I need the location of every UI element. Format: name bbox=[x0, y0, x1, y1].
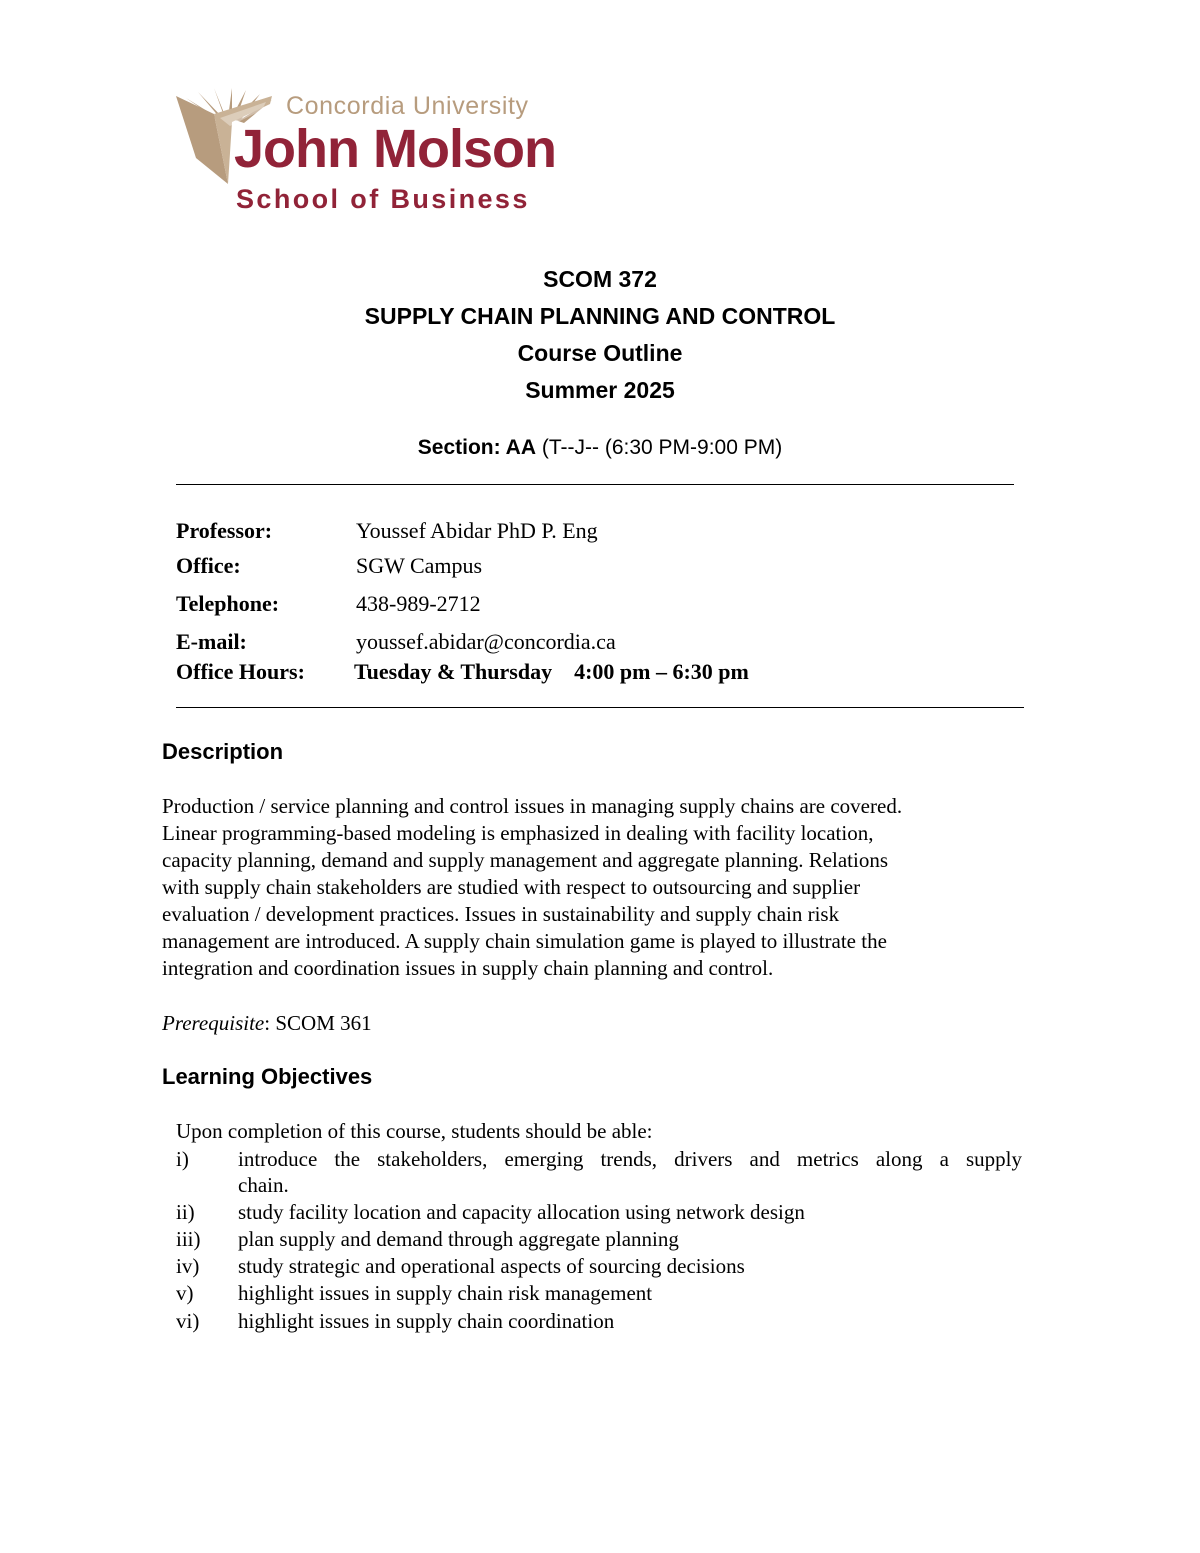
objectives-heading: Learning Objectives bbox=[162, 1064, 373, 1089]
email-label: E-mail: bbox=[176, 629, 247, 654]
office-value: SGW Campus bbox=[356, 553, 483, 578]
description-heading: Description bbox=[162, 739, 284, 764]
description-paragraph bbox=[162, 793, 1012, 982]
professor-label: Professor: bbox=[176, 518, 273, 543]
office-label: Office: bbox=[176, 553, 241, 578]
objective-text-continued: chain. bbox=[238, 1173, 289, 1197]
description-line: Linear programming-based modeling is emphasized in dealing with facility location, bbox=[162, 821, 874, 845]
objective-number: iii) bbox=[176, 1227, 201, 1251]
objective-text: highlight issues in supply chain coordination bbox=[238, 1309, 615, 1333]
description-line: evaluation / development practices. Issues in sustainability and supply chain risk bbox=[162, 902, 840, 926]
prerequisite-label: Prerequisite bbox=[162, 1011, 265, 1035]
description-line: Production / service planning and control issues in managing supply chains are covered. bbox=[162, 794, 903, 818]
prerequisite-value: : SCOM 361 bbox=[264, 1011, 372, 1035]
description-line: capacity planning, demand and supply management and aggregate planning. Relations bbox=[162, 848, 889, 872]
objective-number: vi) bbox=[176, 1309, 200, 1333]
section-schedule: (T--J-- (6:30 PM-9:00 PM) bbox=[536, 436, 783, 459]
objective-text: highlight issues in supply chain risk management bbox=[238, 1281, 653, 1305]
university-logo bbox=[174, 88, 554, 223]
course-code: SCOM 372 bbox=[543, 266, 657, 292]
prerequisite bbox=[162, 1011, 372, 1036]
logo-school-name: John Molson bbox=[234, 119, 556, 179]
objectives-intro: Upon completion of this course, students should be able: bbox=[176, 1119, 653, 1143]
telephone-label: Telephone: bbox=[176, 591, 280, 616]
logo-university-name: Concordia University bbox=[286, 92, 529, 120]
divider-top bbox=[176, 484, 1014, 485]
email-value: youssef.abidar@concordia.ca bbox=[356, 629, 616, 654]
objective-text: introduce the stakeholders, emerging trends, drivers and metrics along a supply bbox=[238, 1147, 1022, 1171]
professor-value: Youssef Abidar PhD P. Eng bbox=[356, 518, 598, 543]
office-hours-value: Tuesday & Thursday 4:00 pm – 6:30 pm bbox=[354, 659, 749, 684]
objective-number: v) bbox=[176, 1281, 194, 1305]
document-type: Course Outline bbox=[517, 340, 683, 366]
objective-number: iv) bbox=[176, 1254, 200, 1278]
objective-text: study facility location and capacity allocation using network design bbox=[238, 1200, 805, 1224]
description-line: management are introduced. A supply chain simulation game is played to illustrate the bbox=[162, 929, 887, 953]
description-line: integration and coordination issues in supply chain planning and control. bbox=[162, 956, 774, 980]
objective-text: plan supply and demand through aggregate planning bbox=[238, 1227, 679, 1251]
objective-number: ii) bbox=[176, 1200, 195, 1224]
term: Summer 2025 bbox=[525, 377, 675, 403]
section-info bbox=[0, 436, 1200, 460]
logo-school-subtitle: School of Business bbox=[236, 184, 530, 214]
divider-bottom bbox=[176, 707, 1024, 708]
office-hours-label: Office Hours: bbox=[176, 659, 305, 684]
objective-number: i) bbox=[176, 1147, 189, 1171]
objective-item bbox=[176, 1147, 1026, 1201]
telephone-value: 438-989-2712 bbox=[356, 591, 481, 616]
section-label: Section: AA bbox=[417, 436, 537, 459]
objective-text: study strategic and operational aspects of sourcing decisions bbox=[238, 1254, 745, 1278]
description-line: with supply chain stakeholders are studied with respect to outsourcing and supplier bbox=[162, 875, 861, 899]
course-name: SUPPLY CHAIN PLANNING AND CONTROL bbox=[364, 303, 836, 329]
